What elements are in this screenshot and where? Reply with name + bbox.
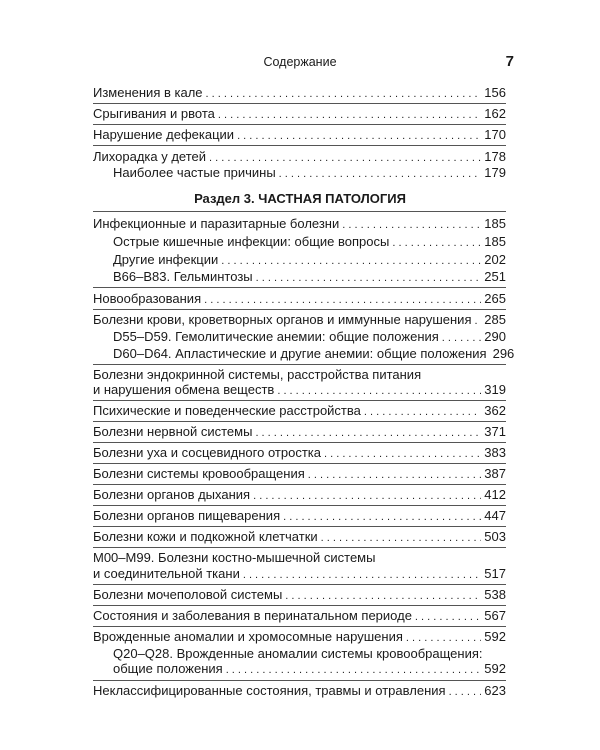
toc-entry-title: Новообразования	[93, 291, 202, 306]
toc-entry-page: 592	[484, 629, 506, 644]
toc-entry[interactable]	[93, 216, 506, 233]
leader-dots	[209, 150, 481, 166]
leader-dots	[474, 313, 481, 329]
leader-dots	[392, 235, 481, 251]
divider	[93, 124, 506, 125]
toc-entry-page: 162	[484, 106, 506, 121]
toc-entry-title: Нарушение дефекации	[93, 127, 235, 142]
toc-entry-page: 185	[484, 216, 506, 231]
toc-entry-title: Болезни уха и сосцевидного отростка	[93, 445, 321, 460]
toc-entry-title: Болезни органов дыхания	[93, 487, 251, 502]
toc-entry-page: 362	[484, 403, 506, 418]
toc-entry-title: B66–B83. Гельминтозы	[113, 269, 253, 284]
toc-entry-title: Наиболее частые причины	[113, 165, 276, 180]
toc-entry[interactable]	[93, 683, 506, 700]
divider	[93, 526, 506, 527]
toc-entry-page: 592	[484, 661, 506, 676]
toc-entry-page: 371	[484, 424, 506, 439]
toc-entry-page: 290	[484, 329, 506, 344]
divider	[93, 505, 506, 506]
toc-entry-page: 179	[484, 165, 506, 180]
toc-entry[interactable]	[93, 403, 506, 420]
toc-entry-line: M00–M99. Болезни костно-мышечной системы	[93, 550, 376, 565]
leader-dots	[255, 425, 481, 441]
toc-entry-page: 517	[484, 566, 506, 581]
toc-entry-title: Изменения в кале	[93, 85, 203, 100]
toc-entry-title: Острые кишечные инфекции: общие вопросы	[113, 234, 390, 249]
toc-entry[interactable]	[93, 424, 506, 441]
toc-entry-page: 265	[484, 291, 506, 306]
leader-dots	[449, 684, 482, 700]
divider	[93, 463, 506, 464]
toc-entry-title: D60–D64. Апластические и другие анемии: общие положения	[113, 346, 487, 361]
divider	[93, 287, 506, 288]
toc-entry[interactable]	[93, 587, 506, 604]
leader-dots	[342, 217, 481, 233]
toc-entry[interactable]	[93, 487, 506, 504]
toc-entry-page: 387	[484, 466, 506, 481]
toc-subentry[interactable]	[113, 329, 506, 346]
leader-dots	[283, 509, 481, 525]
toc-entry-line: Болезни эндокринной системы, расстройства питания	[93, 367, 422, 382]
toc-entry[interactable]	[93, 149, 506, 166]
leader-dots	[415, 609, 481, 625]
divider	[93, 211, 506, 212]
leader-dots	[256, 270, 482, 286]
toc-entry[interactable]	[93, 529, 506, 546]
divider	[93, 680, 506, 681]
toc-entry-title: Болезни органов пищеварения	[93, 508, 281, 523]
toc-entry[interactable]	[93, 466, 506, 483]
toc-entry-title: Болезни нервной системы	[93, 424, 253, 439]
toc-entry-title: Срыгивания и рвота	[93, 106, 215, 121]
toc-entry[interactable]	[93, 382, 506, 399]
toc-entry-page: 296	[492, 346, 515, 361]
leader-dots	[204, 292, 481, 308]
toc-entry[interactable]	[93, 312, 506, 329]
toc-entry-title: Неклассифицированные состояния, травмы и отравления	[93, 683, 446, 698]
toc-subentry[interactable]	[113, 234, 506, 251]
toc-entry-page: 412	[484, 487, 506, 502]
toc-entry-title: Болезни кожи и подкожной клетчатки	[93, 529, 318, 544]
leader-dots	[206, 86, 482, 102]
leader-dots	[253, 488, 481, 504]
toc-entry-line: Q20–Q28. Врожденные аномалии системы кровообращения:	[113, 646, 483, 661]
toc-entry-page: 178	[484, 149, 506, 164]
toc-entry-page: 447	[484, 508, 506, 523]
page-number: 7	[505, 53, 514, 70]
toc-entry-page: 170	[484, 127, 506, 142]
toc-entry-page: 623	[484, 683, 506, 698]
divider	[93, 103, 506, 104]
toc-entry[interactable]	[93, 291, 506, 308]
leader-dots	[364, 404, 481, 420]
toc-entry-title: Болезни мочеполовой системы	[93, 587, 283, 602]
leader-dots	[442, 330, 482, 346]
toc-entry-title: Психические и поведенческие расстройства	[93, 403, 361, 418]
toc-entry-title: Инфекционные и паразитарные болезни	[93, 216, 340, 231]
toc-entry[interactable]	[93, 85, 506, 102]
divider	[93, 584, 506, 585]
leader-dots	[218, 107, 481, 123]
toc-entry-page: 202	[484, 252, 506, 267]
leader-dots	[226, 662, 482, 678]
divider	[93, 605, 506, 606]
leader-dots	[279, 166, 482, 182]
toc-entry-title: Врожденные аномалии и хромосомные нарушения	[93, 629, 403, 644]
toc-entry[interactable]	[93, 608, 506, 625]
divider	[93, 442, 506, 443]
divider	[93, 484, 506, 485]
divider	[93, 547, 506, 548]
leader-dots	[277, 383, 481, 399]
divider	[93, 309, 506, 310]
toc-entry[interactable]	[93, 445, 506, 462]
running-title: Содержание	[263, 55, 337, 69]
toc-entry-page: 285	[484, 312, 506, 327]
leader-dots	[221, 253, 481, 269]
page-header	[0, 53, 600, 73]
toc-subentry[interactable]	[113, 269, 506, 286]
toc-entry[interactable]	[93, 629, 506, 646]
leader-dots	[237, 128, 481, 144]
toc-entry[interactable]	[93, 508, 506, 525]
toc-subentry[interactable]	[113, 165, 506, 182]
toc-entry[interactable]	[93, 106, 506, 123]
leader-dots	[308, 467, 482, 483]
toc-entry-title: D55–D59. Гемолитические анемии: общие положения	[113, 329, 439, 344]
leader-dots	[324, 446, 481, 462]
divider	[93, 626, 506, 627]
divider	[93, 421, 506, 422]
toc-entry-page: 538	[484, 587, 506, 602]
toc-entry-page: 251	[484, 269, 506, 284]
toc-subentry[interactable]	[113, 346, 515, 363]
toc-entry-title: и соединительной ткани	[93, 566, 240, 581]
toc-entry-title: Состояния и заболевания в перинатальном периоде	[93, 608, 412, 623]
leader-dots	[321, 530, 482, 546]
toc-entry-page: 567	[484, 608, 506, 623]
toc-entry-page: 319	[484, 382, 506, 397]
toc-entry-title: и нарушения обмена веществ	[93, 382, 275, 397]
leader-dots	[406, 630, 481, 646]
divider	[93, 400, 506, 401]
toc-entry-title: Лихорадка у детей	[93, 149, 207, 164]
toc-entry[interactable]	[93, 566, 506, 583]
toc-entry-page: 383	[484, 445, 506, 460]
leader-dots	[285, 588, 481, 604]
toc-entry-title: общие положения	[113, 661, 223, 676]
toc-entry-page: 503	[484, 529, 506, 544]
toc-subentry[interactable]	[113, 661, 506, 678]
toc-entry-title: Болезни крови, кроветворных органов и иммунные нарушения	[93, 312, 472, 327]
section-title: Раздел 3. ЧАСТНАЯ ПАТОЛОГИЯ	[194, 191, 406, 206]
divider	[93, 145, 506, 146]
toc-entry-title: Болезни системы кровообращения	[93, 466, 305, 481]
toc-subentry[interactable]	[113, 252, 506, 269]
toc-entry-page: 156	[484, 85, 506, 100]
toc-entry[interactable]	[93, 127, 506, 144]
leader-dots	[243, 567, 481, 583]
toc-entry-page: 185	[484, 234, 506, 249]
toc-entry-title: Другие инфекции	[113, 252, 219, 267]
divider	[93, 364, 506, 365]
